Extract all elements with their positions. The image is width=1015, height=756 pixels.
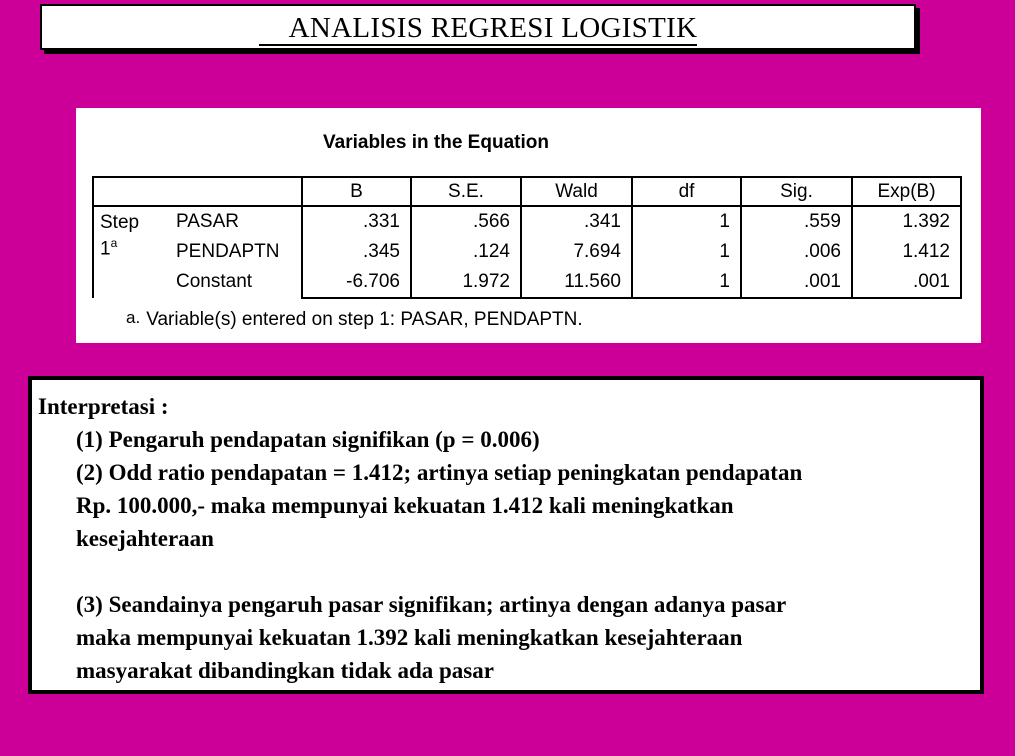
table-cell: 1 [632, 267, 741, 298]
table-cell: 7.694 [521, 237, 632, 267]
table-cell: 1.392 [852, 206, 961, 237]
interpretation-point-3-line-2: maka mempunyai kekuatan 1.392 kali meningkatkan kesejahteraan [76, 625, 743, 650]
row-label: Constant [176, 271, 253, 292]
header-cell: B [302, 177, 411, 206]
table-footnote [126, 308, 583, 331]
header-cell: Exp(B) [852, 177, 961, 206]
header-cell: Sig. [741, 177, 852, 206]
table-cell: 1 [632, 237, 741, 267]
table-cell: .566 [411, 206, 521, 237]
table-row [93, 206, 961, 237]
table-cell: .124 [411, 237, 521, 267]
interpretation-heading: Interpretasi : [38, 394, 169, 419]
step-label: Step [100, 212, 140, 233]
interpretation-point-2-line-3: kesejahteraan [76, 526, 214, 551]
interpretation-point-3-line-3: masyarakat dibandingkan tidak ada pasar [76, 658, 494, 683]
table-header-row [93, 177, 961, 206]
interpretation-point-1: (1) Pengaruh pendapatan signifikan (p = 0.006) [76, 427, 540, 452]
table-cell: .331 [302, 206, 411, 237]
variables-in-equation-table [92, 176, 962, 299]
interpretation-point-3-line-1: (3) Seandainya pengaruh pasar signifikan; artinya dengan adanya pasar [76, 592, 787, 617]
step-cell [93, 206, 302, 298]
table-cell: .006 [741, 237, 852, 267]
header-cell: df [632, 177, 741, 206]
table-cell: .559 [741, 206, 852, 237]
step-number: 1 [100, 238, 111, 260]
header-cell: S.E. [411, 177, 521, 206]
interpretation-point-2-line-1: (2) Odd ratio pendapatan = 1.412; artinya setiap peningkatan pendapatan [76, 460, 803, 485]
table-cell: .001 [741, 267, 852, 298]
table-cell: 1 [632, 206, 741, 237]
step-superscript: a [110, 236, 118, 250]
header-cell: Wald [521, 177, 632, 206]
footnote-text: Variable(s) entered on step 1: PASAR, PENDAPTN. [146, 309, 583, 330]
spss-output-panel [76, 108, 981, 343]
table-cell: .341 [521, 206, 632, 237]
interpretation-point-2-line-2: Rp. 100.000,- maka mempunyai kekuatan 1.412 kali meningkatkan [76, 493, 734, 518]
interpretation-box [28, 376, 984, 694]
table-cell: .345 [302, 237, 411, 267]
row-label: PENDAPTN [176, 241, 280, 262]
footnote-letter: a. [126, 308, 141, 327]
slide-title: ANALISIS REGRESI LOGISTIK [259, 14, 698, 46]
row-label: PASAR [176, 211, 240, 232]
table-cell: .001 [852, 267, 961, 298]
header-blank-cell [93, 177, 302, 206]
table-cell: 1.972 [411, 267, 521, 298]
table-cell: -6.706 [302, 267, 411, 298]
title-box [40, 4, 916, 50]
table-cell: 1.412 [852, 237, 961, 267]
table-cell: 11.560 [521, 267, 632, 298]
spacer [38, 555, 974, 588]
spss-table-title: Variables in the Equation [323, 132, 549, 153]
